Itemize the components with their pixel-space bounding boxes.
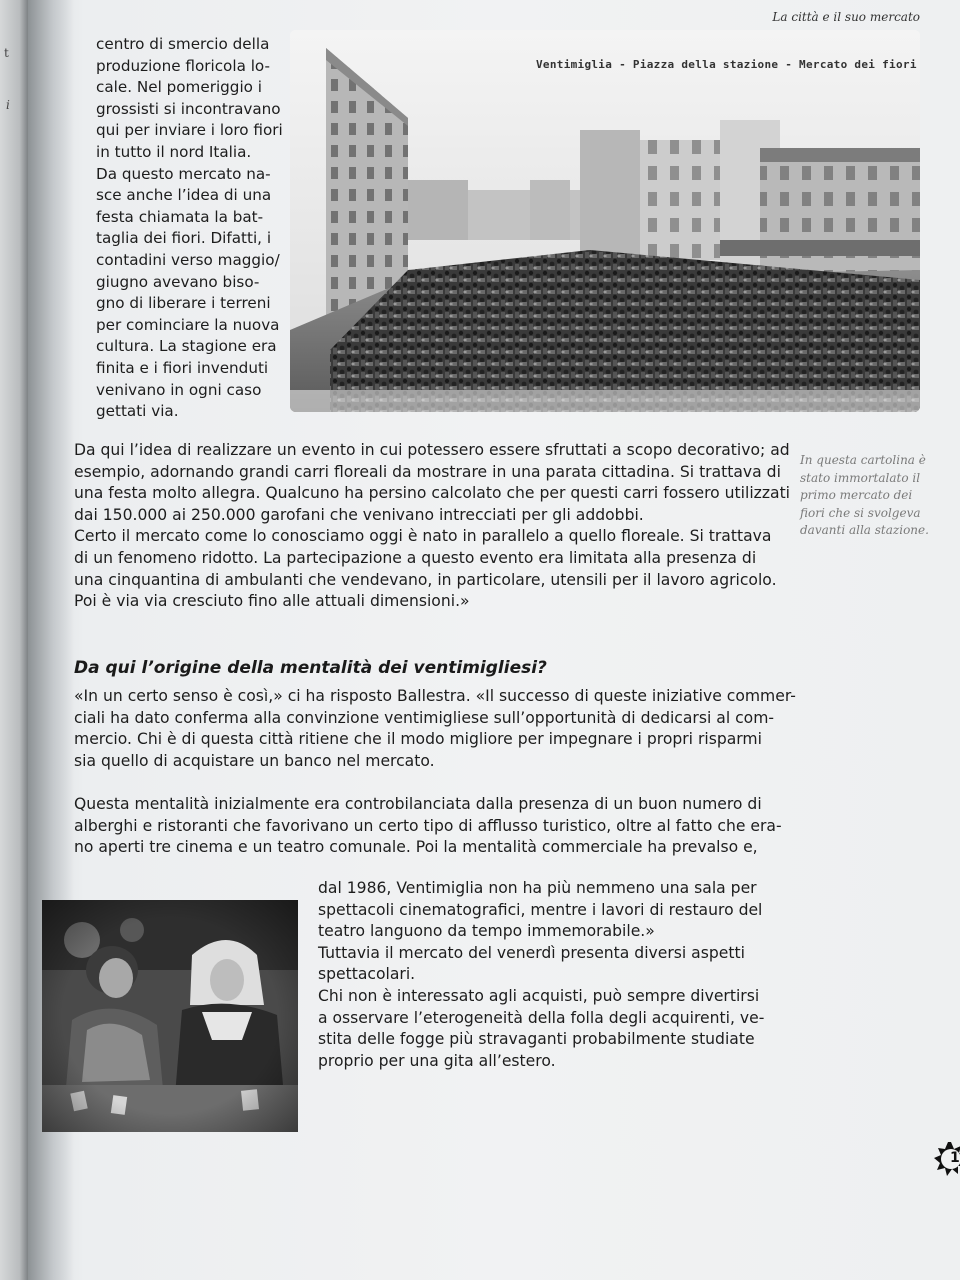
paragraph-line: ciali ha dato conferma alla convinzione ventimigliese sull’opportunità di dedicarsi al com- — [74, 708, 775, 727]
paragraph-line: di un fenomeno ridotto. La partecipazione a questo evento era limitata alla presenza di — [74, 548, 757, 567]
women-photo-image — [42, 900, 298, 1132]
paragraph-line: spettacoli cinematografici, mentre i lavori di restauro del — [318, 900, 763, 919]
section-heading: Da qui l’origine della mentalità dei ventimigliesi? — [74, 658, 547, 678]
paragraph-line: Chi non è interessato agli acquisti, può sempre divertirsi — [318, 986, 760, 1005]
intro-line: qui per inviare i loro fiori — [96, 121, 283, 140]
paragraph-line: «In un certo senso è così,» ci ha risposto Ballestra. «Il successo di queste iniziative commer- — [74, 687, 796, 705]
paragraph-line: mercio. Chi è di questa città ritiene che il modo migliore per impegnare i propri risparmi — [74, 730, 762, 749]
intro-line: in tutto il nord Italia. — [96, 142, 252, 161]
paragraph-line: sia quello di acquistare un banco nel mercato. — [74, 751, 435, 770]
intro-line: produzione floricola lo- — [96, 56, 270, 75]
page-number-badge — [934, 1142, 960, 1176]
page-number: 1 — [950, 1150, 960, 1166]
paragraph-line: Questa mentalità inizialmente era controbilanciata dalla presenza di un buon numero di — [74, 795, 762, 813]
intro-line: finita e i fiori invenduti — [96, 358, 269, 377]
intro-line: contadini verso maggio/ — [96, 250, 280, 269]
paragraph-line: Tuttavia il mercato del venerdì presenta diversi aspetti — [318, 943, 745, 962]
intro-line: Da questo mercato na- — [96, 164, 271, 183]
paragraph-line: dal 1986, Ventimiglia non ha più nemmeno una sala per — [318, 879, 757, 897]
paragraph-line: no aperti tre cinema e un teatro comunale. Poi la mentalità commerciale ha prevalso e, — [74, 838, 758, 857]
paragraph-interview — [74, 686, 834, 772]
intro-line: festa chiamata la bat- — [96, 207, 264, 226]
paragraph-line: esempio, adornando grandi carri floreali da mostrare in una parata cittadina. Si trattava di — [74, 462, 781, 481]
intro-line: sce anche l’idea di una — [96, 186, 272, 205]
book-page — [28, 0, 960, 1280]
paragraph-line: spettacolari. — [318, 965, 416, 984]
photo-two-women — [42, 900, 298, 1132]
paragraph-line: Da qui l’idea di realizzare un evento in cui potessero essere sfruttati a scopo decorativo; ad — [74, 441, 790, 459]
intro-line: per cominciare la nuova — [96, 315, 280, 334]
intro-line: cale. Nel pomeriggio i — [96, 78, 263, 97]
intro-line: venivano in ogni caso — [96, 380, 262, 399]
intro-line: cultura. La stagione era — [96, 337, 277, 356]
paragraph-line: alberghi e ristoranti che favorivano un certo tipo di afflusso turistico, oltre al fatto che era- — [74, 816, 782, 835]
intro-line: giugno avevano biso- — [96, 272, 260, 291]
intro-line: gno di liberare i terreni — [96, 294, 271, 313]
postcard-photo-flower-market — [290, 30, 920, 412]
paragraph-line: teatro languono da tempo immemorabile.» — [318, 922, 655, 941]
postcard-image — [290, 30, 920, 412]
paragraph-line: a osservare l’eterogeneità della folla degli acquirenti, ve- — [318, 1008, 765, 1027]
intro-column — [96, 34, 312, 423]
intro-line: gettati via. — [96, 402, 179, 421]
facing-page-edge — [0, 0, 28, 1280]
paragraph-line: una festa molto allegra. Qualcuno ha persino calcolato che per questi carri fossero utilizzati — [74, 484, 791, 503]
paragraph-mentality — [74, 794, 834, 859]
facing-page-mark: t — [4, 46, 9, 60]
intro-line: grossisti si incontravano — [96, 99, 281, 118]
paragraph-line: Poi è via via cresciuto fino alle attuali dimensioni.» — [74, 592, 470, 611]
paragraph-parade — [74, 440, 814, 613]
paragraph-line: dai 150.000 ai 250.000 garofani che venivano intrecciati per gli addobbi. — [74, 505, 644, 524]
running-header: La città e il suo mercato — [772, 10, 920, 24]
postcard-printed-label: Ventimiglia - Piazza della stazione - Mercato dei fiori — [536, 58, 917, 71]
paragraph-line: una cinquantina di ambulanti che vendevano, in particolare, utensili per il lavoro agricolo. — [74, 570, 777, 589]
intro-line: taglia dei fiori. Difatti, i — [96, 229, 272, 248]
facing-page-mark: i — [6, 98, 10, 112]
paragraph-line: Certo il mercato come lo conosciamo oggi è nato in parallelo a quello floreale. Si trattava — [74, 527, 772, 546]
paragraph-line: stita delle fogge più stravaganti probabilmente studiate — [318, 1030, 755, 1049]
closing-column — [318, 878, 848, 1072]
photo-caption: In questa cartolina è stato immortalato il primo mercato dei fiori che si svolgeva davanti alla stazione. — [800, 453, 929, 537]
paragraph-line: proprio per una gita all’estero. — [318, 1051, 556, 1070]
intro-line: centro di smercio della — [96, 35, 270, 53]
